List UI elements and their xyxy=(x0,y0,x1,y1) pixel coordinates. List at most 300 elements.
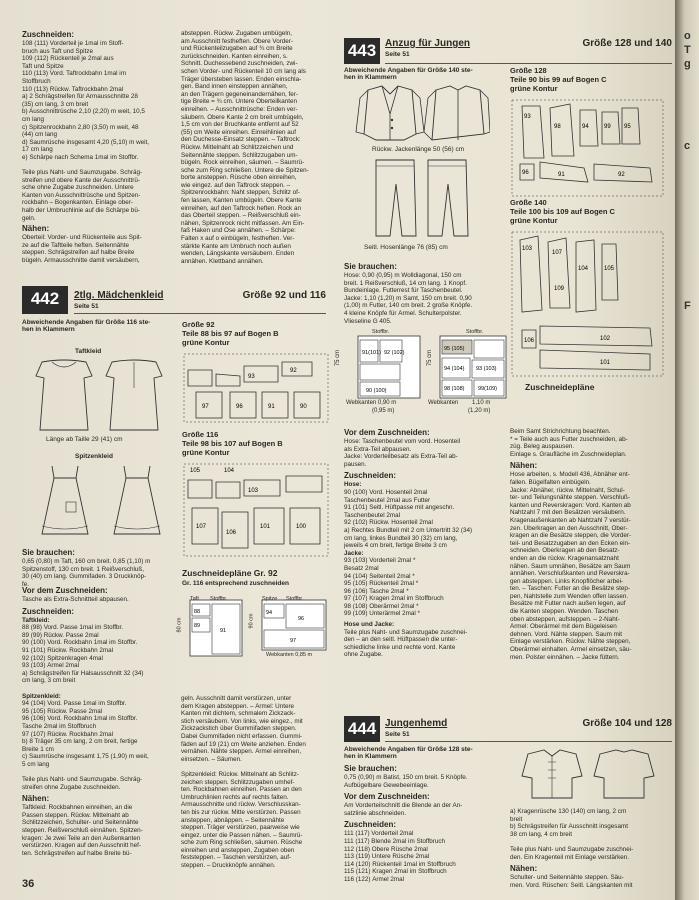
text-line: streifen und obere Kante der Ausschnittrü- xyxy=(22,176,140,184)
subtitle-444: Seite 51 xyxy=(385,731,410,738)
label-g140-contour: grüne Kontur xyxy=(510,216,558,225)
heading-cut: Zuschneiden: xyxy=(344,820,397,830)
text-line: breit. 1 Reißverschluß, 14 cm lang. 1 Knopf. xyxy=(344,279,467,287)
text-line: 17 cm lang xyxy=(22,146,53,154)
size-116-block xyxy=(182,430,283,457)
text-line: 30 (40) cm lang. Gummifaden. 3 Druckknöp- xyxy=(22,573,147,581)
text-line: 96 (106) Tasche 2mal * xyxy=(344,587,409,595)
text-line: geln. xyxy=(22,214,36,222)
title-443: Anzug für Jungen xyxy=(385,38,470,49)
plan-webkanten: Webkanten 0,85 m xyxy=(266,652,313,658)
text-line: bruch aus Taft und Spitze xyxy=(22,47,93,55)
text-line xyxy=(22,162,177,170)
text-line: 88 (98) Vord. Passe 1mal im Stoffbr. xyxy=(22,624,124,632)
svg-text:102: 102 xyxy=(600,336,611,342)
label-spitzenkleid: Spitzenkleid xyxy=(75,453,113,460)
text-line: säubern. Obere Kante 2 cm breit umbügeln, xyxy=(181,113,304,121)
heading-sew: Nähen: xyxy=(510,461,538,471)
text-line xyxy=(22,768,177,776)
text-line: 112 (118) Obere Rüsche 2mal xyxy=(344,845,428,853)
text-line: cm lang, linkes Bundteil 30 (32) cm lang, xyxy=(344,534,458,542)
text-line: zeichen steppen. Schlitzzugaben umhef- xyxy=(181,778,295,786)
text-line: Schlitzzeichen, Schulter- und Seitennähte xyxy=(22,819,139,827)
text-line: 90 (100) Vord. Hosenteil 2mal xyxy=(344,488,428,496)
text-line: Taschenbeutel 2mal aus Futter xyxy=(344,496,431,504)
heading-sew: Nähen: xyxy=(22,794,50,804)
svg-text:90: 90 xyxy=(300,404,307,410)
text-line: 5 cm lang xyxy=(22,760,50,768)
pattern-overview-128 xyxy=(510,98,665,198)
text-line: 96 (106) Vord. Rockbahn 1mal im Stoffbr. xyxy=(22,715,138,723)
text-line: 93 (103) Vorderteil 2mal * xyxy=(344,557,416,565)
text-line: Oberteil: Vorder- und Rückenteile aus Spit- xyxy=(22,234,142,242)
svg-text:93 (103): 93 (103) xyxy=(476,366,497,372)
text-line: breit xyxy=(510,815,523,823)
text-line: Teile plus Naht- und Saumzugabe. Schräg- xyxy=(22,776,143,784)
text-line: fäden auf 19 (21) cm Weite anziehen. Enden xyxy=(181,740,306,748)
text-line: 116 (122) Ärmel 2mal xyxy=(344,875,405,883)
plan1-webkanten-b: (0,95 m) xyxy=(372,408,395,414)
text-line: das Oberteil steppen. – Reißverschluß ein- xyxy=(181,212,301,220)
jacket-length-caption: Rückw. Jackenlänge 50 (56) cm xyxy=(372,146,465,153)
text-line: 90 (100) Vord. Rockbahn 1mal im Stoffbr. xyxy=(22,639,138,647)
svg-text:91: 91 xyxy=(268,404,275,410)
heading-before: Vor dem Zuschneiden: xyxy=(344,792,430,802)
label-g128-contour: grüne Kontur xyxy=(510,84,558,93)
svg-text:91: 91 xyxy=(220,628,227,634)
plan-fold-label: Stoffbr. xyxy=(210,596,228,602)
svg-text:105: 105 xyxy=(604,266,615,272)
text-line: stich versäubern. Von links, wie eingez., mit xyxy=(181,717,303,725)
text-line: Taschenbeutel 2mal xyxy=(344,511,401,519)
text-line: Besätze mit Futter nach außen legen, auf xyxy=(510,600,626,608)
text-line: c) Saumrüsche insgesamt 1,75 (1,90) m weit, xyxy=(22,753,149,761)
pattern-number-443: 443 xyxy=(344,38,380,64)
text-line: stärkte Kante am Umbruch noch außen xyxy=(181,242,291,250)
text-line: steppen. Schrägstreifen auf halbe Breite xyxy=(22,249,135,257)
label-taftkleid: Taftkleid xyxy=(75,348,102,355)
col1-lower-442 xyxy=(22,586,177,857)
heading-needs: Sie brauchen: xyxy=(344,262,397,271)
text-line: ten. – Taschen: Futter an die Besätze step- xyxy=(510,585,630,593)
text-line: Vlieseline G 405. xyxy=(344,317,392,325)
text-line: am Ausschnitt festheften. Obere Vorder- xyxy=(181,37,294,45)
text-line: zurückschneiden. Kanten einreihen, s. xyxy=(181,52,288,60)
text-line: Jacke: Vorderteilbesatz als Extra-Teil ab- xyxy=(344,453,458,461)
label-g140-parts: Teile 100 bis 109 auf Bogen C xyxy=(510,207,615,216)
text-line: 91 (101) Rückw. Rockbahn 2mal xyxy=(22,646,114,654)
svg-text:103: 103 xyxy=(248,488,259,494)
pattern-overview-92 xyxy=(182,352,330,424)
svg-text:101: 101 xyxy=(260,524,271,530)
svg-text:107: 107 xyxy=(552,250,563,256)
text-line: e) Schärpe nach Schema 1mal im Stoffbr. xyxy=(22,153,139,161)
svg-text:95: 95 xyxy=(624,124,631,130)
text-line: ansteppen, abnäppen. – Seitennähte xyxy=(181,816,285,824)
text-line: Hose: xyxy=(344,481,362,489)
svg-text:92: 92 xyxy=(290,368,297,374)
text-line: Träger übersteben lassen. Enden einschla- xyxy=(181,75,302,83)
text-line: Jacke: 1,10 (1,20) m Samt, 150 cm breit. 0,90 xyxy=(344,294,472,302)
text-line: steppen. – Druckknöpfe annähen. xyxy=(181,862,276,870)
text-line: eingez. unter die Passen nähen. – Saumrü- xyxy=(181,831,303,839)
heading-zuschneiden: Zuschneiden: xyxy=(22,30,75,39)
text-line: dehnen. Vord. Nähte steppen. Saum mit xyxy=(510,630,623,638)
col4-text-443 xyxy=(510,428,670,661)
svg-text:95 (105): 95 (105) xyxy=(444,346,465,352)
text-line: Hose arbeiten, s. Modell 436, Abnäher ent- xyxy=(510,471,630,479)
plan-width-90: 90 cm xyxy=(248,613,255,629)
text-line: streifen ohne Zugabe zuschneiden. xyxy=(22,783,121,791)
text-line: satzlinie abschneiden. xyxy=(344,809,406,817)
text-line: schneiden. Oberkragen ab den Besatz- xyxy=(510,547,620,555)
text-line: 91 (101) Seitl. Hüftpasse mit angeschn. xyxy=(344,504,455,512)
svg-text:92 (102): 92 (102) xyxy=(384,350,405,356)
text-line: Nahtzahl 7 mit den Besätzen versäubern. xyxy=(510,509,626,517)
svg-text:99: 99 xyxy=(604,124,611,130)
text-line: 38 cm lang, 4 cm breit xyxy=(510,830,572,838)
text-line: Taftkleid: Rockbahnen einreihen, an die xyxy=(22,804,133,812)
text-line: 92 (102) Rückw. Hosenteil 2mal xyxy=(344,519,433,527)
plan-width-label: 75 cm xyxy=(335,349,342,367)
text-line: kanten und Reverskragen: Vord. Kanten ab xyxy=(510,501,631,509)
text-line: Aufbügelbare Gewebeeinlage. xyxy=(344,781,429,789)
text-line: ten bis zur rückw. Mitte verstürzen. Passen xyxy=(181,808,301,816)
text-line: gen absteppen. Links Knopflöcher arbei- xyxy=(510,577,624,585)
text-line: ten. Schrägstreifen auf halbe Breite bü- xyxy=(22,849,132,857)
text-line: gen. Band innen einsteppen annähen, xyxy=(181,83,288,91)
text-line: 89 (99) Rückw. Passe 2mal xyxy=(22,631,99,639)
text-line: Armausschnitte und rückw. Verschlusskan- xyxy=(181,801,301,809)
text-line: Kanten mit dichtem, schmalem Zickzack- xyxy=(181,710,296,718)
text-line: Dabei Gummifaden nicht erfassen. Gummi- xyxy=(181,732,303,740)
plan2-webkanten: Webkanten xyxy=(428,400,459,406)
heading-hose-jacke: Hose und Jacke: xyxy=(344,621,395,629)
svg-text:94: 94 xyxy=(582,124,589,130)
text-line: vernähen. Nähte steppen. Ärmel einreihen, xyxy=(181,748,302,756)
label-g116-parts: Teile 98 bis 107 auf Bogen B xyxy=(182,439,283,448)
plan2-length-b: (1,20 m) xyxy=(468,408,491,414)
svg-text:99(109): 99(109) xyxy=(478,386,497,392)
pattern-overview-140 xyxy=(510,230,665,378)
text-line: einsetzen. – Säumen. xyxy=(181,755,242,763)
label-g92: Größe 92 xyxy=(182,320,215,329)
text-line: wie eingez. auf den Taftrock steppen. – xyxy=(181,181,291,189)
text-line: 110 (113) Rückw. Taftrockbahn 2mal xyxy=(22,85,124,93)
text-line: * = Teile auch aus Futter zuschneiden, ab- xyxy=(510,435,628,443)
edge-letter: c xyxy=(684,140,691,152)
text-line: cm lang xyxy=(22,115,45,123)
text-line: Teile plus Naht- und Saumzugabe zuschnei- xyxy=(344,628,468,636)
heading-cut: Zuschneiden: xyxy=(22,606,75,616)
text-line: 4 kleine Knöpfe für Ärmel. Schulterpolster. xyxy=(344,309,462,317)
text-line: sche zum Ring schließen, säumen. Rüsche xyxy=(181,839,303,847)
edge-letter: o xyxy=(684,30,691,42)
svg-text:94 (104): 94 (104) xyxy=(444,366,465,372)
svg-text:104: 104 xyxy=(578,266,589,272)
text-line: sche zum Ring schließen. Untere die Spitzen- xyxy=(181,166,309,174)
text-line: Seitennähte steppen. Schlitzzugaben um- xyxy=(181,151,298,159)
text-line xyxy=(181,763,333,771)
text-line: 97 (107) Kragen 2mal im Stoffbruch xyxy=(344,595,444,603)
text-line: kragen an die Besätze steppen, die Vorder- xyxy=(510,532,632,540)
pattern-number-444: 444 xyxy=(344,716,380,742)
text-line: Stoffbruch xyxy=(22,77,51,85)
title-444: Jungenhemd xyxy=(385,718,448,729)
text-line: pen, Nahtstelle zum Wenden offen lassen. xyxy=(510,592,629,600)
text-line: 114 (120) Rückenteil 1mal im Stoffbruch xyxy=(344,860,456,868)
text-line: kragen: Je zwei Teile an den Außenkanten xyxy=(22,834,141,842)
trousers-length-caption: Seitl. Hosenlänge 76 (85) cm xyxy=(364,244,448,251)
size-444: Größe 104 und 128 xyxy=(582,718,672,729)
text-line: a) Schrägstreifen für Halsausschnitt 32 (34) xyxy=(22,669,144,677)
col3-text-444 xyxy=(344,764,504,884)
text-line: Jacke: xyxy=(344,549,364,557)
text-line: einreihen. – Ausschnittrüsche: Enden ver- xyxy=(181,105,298,113)
text-line: 111 (117) Vorderteil 2mal xyxy=(344,830,414,838)
text-line: 1,5 cm von der Bruchkante entfernt auf 52 xyxy=(181,121,299,129)
text-line: 97 (107) Rückw. Rockbahn 2mal xyxy=(22,730,114,738)
text-line: feststeppen. – Taschen verstürzen, auf- xyxy=(181,854,292,862)
text-line: 115 (121) Kragen 2mal im Stoffbruch xyxy=(344,868,447,876)
heading-naehen: Nähen: xyxy=(22,224,50,234)
heading-before: Vor dem Zuschneiden: xyxy=(22,586,108,595)
needs-442 xyxy=(22,548,177,588)
text-line: a) 2 Schrägstreifen für Armausschnitte 28 xyxy=(22,93,138,101)
text-line: den. Ein Kragenteil mit Einlage verstärken. xyxy=(510,853,630,861)
edge-letter: F xyxy=(684,300,691,312)
label-g140: Größe 140 xyxy=(510,198,547,207)
text-line: (55) cm Weite einreihen. Einreihlinien auf xyxy=(181,128,297,136)
text-line: 111 (117) Blende 2mal im Stoffbruch xyxy=(344,837,446,845)
text-line: halb der Umbruchlinie auf die Schärpe bü- xyxy=(22,207,140,215)
svg-text:88: 88 xyxy=(194,609,201,615)
text-line: Tasche 2mal im Stoffbruch xyxy=(22,722,97,730)
text-line: d) Saumrüsche insgesamt 4,20 (5,10) m weit, xyxy=(22,138,150,146)
svg-text:103: 103 xyxy=(522,246,533,252)
svg-text:96: 96 xyxy=(522,170,529,176)
svg-text:98: 98 xyxy=(554,124,561,130)
text-line: steppen. Reißverschluß einnähen. Spitzen- xyxy=(22,827,143,835)
size-442: Größe 92 und 116 xyxy=(242,290,326,301)
text-line: b) 8 Träger 35 cm lang, 2 cm breit, fertige xyxy=(22,738,138,746)
pattern-overview-116 xyxy=(182,462,330,558)
variant-443b: hen in Klammern xyxy=(344,74,397,81)
text-line: Teile plus Naht- und Saumzugabe zuschnei- xyxy=(510,845,634,853)
text-line: b) Ausschnittrüsche 2,10 (2,20) m weit, 10,5 xyxy=(22,108,145,116)
rule xyxy=(385,741,672,742)
text-line: rockbahn – Bogenkanten. Einlage ober- xyxy=(22,199,133,207)
svg-text:96: 96 xyxy=(298,616,305,622)
text-line: Umbruchlinien rechts auf rechts falten. xyxy=(181,793,289,801)
text-line: ten. Rockbahnen einreihen. Passen an den xyxy=(181,786,302,794)
label-plans-443: Zuschneidepläne xyxy=(525,382,595,392)
text-line: Breite 1 cm xyxy=(22,745,54,753)
text-line: pausen. xyxy=(344,460,367,468)
text-line: 94 (104) Vord. Passe 1mal im Stoffbr. xyxy=(22,700,127,708)
rule xyxy=(385,63,672,64)
trousers-sketch xyxy=(372,158,472,238)
text-line xyxy=(22,685,177,693)
svg-text:90 (100): 90 (100) xyxy=(366,388,387,394)
text-line: Bundeinlage. Futterrest für Taschenbeutel. xyxy=(344,287,463,295)
text-line: 99 (109) Unterärmel 2mal * xyxy=(344,610,420,618)
svg-text:106: 106 xyxy=(524,338,535,344)
svg-text:92: 92 xyxy=(618,172,625,178)
text-line: schen Vorder- und Rückenteil 10 cm lang als xyxy=(181,67,306,75)
plan-fold-label-2: Stoffbr. xyxy=(466,329,484,335)
text-line: borte ansteppen. Rüsche oben einreihen, xyxy=(181,174,297,182)
text-line: Jacke: Abnäher, rückw. Mittelnaht, Schul- xyxy=(510,486,625,494)
svg-text:98 (108): 98 (108) xyxy=(444,386,465,392)
text-line: fen lassen, Kanten umbügeln. Obere Kante xyxy=(181,197,302,205)
heading-needs: Sie brauchen: xyxy=(344,764,397,773)
text-line: Schnitt. Duchessebend zuschneiden, zwi- xyxy=(181,60,298,68)
text-line: a) Kragenrüsche 130 (140) cm lang, 2 cm xyxy=(510,808,627,815)
heading-before: Vor dem Zuschneiden: xyxy=(344,428,430,437)
text-line: Kanten von Ausschnittrüsche und Spitzen- xyxy=(22,191,141,199)
edge-letter: T xyxy=(684,44,691,56)
text-line: 109 (112) Rückenteil je 2mal aus xyxy=(22,55,114,63)
text-line: geln. Ausschnitt damit verstürzen, unter xyxy=(181,695,292,702)
size-140-block xyxy=(510,198,660,225)
svg-text:97: 97 xyxy=(202,404,209,410)
svg-text:105: 105 xyxy=(190,468,201,474)
plan-fold-label: Stoffbr. xyxy=(372,329,390,335)
cutting-plan-442 xyxy=(182,592,330,672)
text-line: men. Polster einnähen. – Jacke füttern. xyxy=(510,653,620,661)
text-line: 92 (102) Spitzenkragen 4mal xyxy=(22,654,103,662)
text-line: ter- und Teilungsnähte steppen. Verschluß- xyxy=(510,494,630,502)
text-line: Spitzenrockbahn: Naht steppen, Schlitz of- xyxy=(181,189,301,197)
title-442: 2tlg. Mädchenkleid xyxy=(74,290,164,301)
text-line: 95 (105) Rückw. Passe 2mal xyxy=(22,707,103,715)
size-92-block xyxy=(182,320,279,347)
text-line: enden an die rückw. Kragenansatznaht xyxy=(510,554,619,562)
label-g92-contour: grüne Kontur xyxy=(182,338,230,347)
heading-cut: Zuschneiden: xyxy=(344,471,397,481)
svg-text:96: 96 xyxy=(236,404,243,410)
text-line: ohne Zugabe. xyxy=(344,651,383,659)
text-line: jeweils 4 cm breit, fertige Breite 3 cm xyxy=(344,542,447,550)
text-line: Falten x auf o einbügeln, festheften. Ver- xyxy=(181,235,295,243)
text-line: 98 (108) Oberärmel 2mal * xyxy=(344,602,419,610)
text-line: Beim Samt Strichrichtung beachten. xyxy=(510,428,611,435)
text-line: den – an den seitl. Hüftpassen die unter- xyxy=(344,636,458,644)
text-line: Tasche als Extra-Schnittteil abpausen. xyxy=(22,596,129,603)
text-line: steppen. Träger verstürzen, paarweise wie xyxy=(181,824,300,832)
text-line: Besatz 2mal xyxy=(344,564,379,572)
variant-444b: hen in Klammern xyxy=(344,753,397,760)
text-line: Taft und Spitze xyxy=(22,62,64,70)
svg-text:107: 107 xyxy=(196,524,207,530)
label-plans-442b: Gr. 116 entsprechend zuschneiden xyxy=(182,580,289,587)
text-line: absteppen. Rückw. Zugaben umbügeln, xyxy=(181,30,292,37)
text-line: Rückw. Mittelnaht ab Schlitzzeichen und xyxy=(181,143,294,151)
text-line: die Kanten steppen. Wenden. Taschen xyxy=(510,608,618,616)
svg-text:91: 91 xyxy=(558,172,565,178)
text-line: Hose: 0,90 (0,95) m Wolldiagonal, 150 cm xyxy=(344,272,462,279)
text-line: und Rückenteilzugaben auf ¾ cm Breite xyxy=(181,45,293,53)
text-line: 0,75 (0,90) m Batist, 150 cm breit. 5 Knöpfe. xyxy=(344,774,468,781)
text-line: 0,65 (0,80) m Taft, 160 cm breit. 0,85 (1,10) m xyxy=(22,558,151,565)
text-line: 108 (111) Vorderteil je 1mal im Stoff- xyxy=(22,40,124,47)
svg-text:101: 101 xyxy=(600,360,611,366)
text-line: tige Breite = ¾ cm. Untere Oberteilkanten xyxy=(181,98,298,106)
text-line: den Duchesse-Einsatz steppen. – Taftrock: xyxy=(181,136,301,144)
text-line: teil- und Besatzzugaben an den Ecken ein- xyxy=(510,539,631,547)
variant-442: Abweichende Angaben für Größe 116 ste- xyxy=(22,319,151,326)
svg-text:89: 89 xyxy=(194,623,201,629)
size-443: Größe 128 und 140 xyxy=(582,38,672,49)
svg-text:91(101): 91(101) xyxy=(362,350,381,356)
text-line: (1,00) m Futter, 140 cm breit. 2 große Knöpfe. xyxy=(344,302,473,310)
text-line: als Extra-Teil abpausen. xyxy=(344,445,412,453)
text-line: Passen steppen. Rückw. Mittelnaht ab xyxy=(22,811,129,819)
svg-text:106: 106 xyxy=(226,530,237,536)
svg-text:93: 93 xyxy=(524,114,531,120)
text-line: oben absteppen, aufsteppen. – 2-Naht- xyxy=(510,615,620,623)
needs-443 xyxy=(344,262,504,325)
heading-sew: Nähen: xyxy=(510,864,538,874)
col3-text-443 xyxy=(344,428,504,659)
jacket-sketch xyxy=(350,84,490,144)
text-line: 93 (103) Ärmel 2mal xyxy=(22,662,80,670)
text-line: an den Trägern gegeneinandernähen, fer- xyxy=(181,90,298,98)
text-line: einreihen und ansteppen, Zugaben oben xyxy=(181,846,295,854)
size-128-block xyxy=(510,66,660,93)
plan1-webkanten: Webkanten 0,90 m xyxy=(346,400,397,406)
text-line: wenden, Längskante versäubern. Enden xyxy=(181,250,295,258)
text-line: 110 (113) Vord. Taftrockbahn 1mal im xyxy=(22,70,126,78)
label-g92-parts: Teile 88 bis 97 auf Bogen B xyxy=(182,329,279,338)
subtitle-442: Seite 51 xyxy=(74,303,99,310)
col2-top-text xyxy=(181,30,331,265)
label-plans-442: Zuschneidepläne Gr. 92 xyxy=(182,568,278,578)
text-line: 95 (105) Rückenteil 2mal * xyxy=(344,580,419,588)
text-line: Einlage s. Graufläche im Zuschneideplan. xyxy=(510,450,627,458)
col1-top-text xyxy=(22,30,177,265)
text-line: faß Haken und Öse annähen. – Schärpe: xyxy=(181,227,296,235)
edge-letter: g xyxy=(684,58,691,70)
plan-width-label-2: 75 cm xyxy=(427,349,434,367)
label-g116: Größe 116 xyxy=(182,430,219,439)
text-line: schiedliche linke und rechte vord. Kante xyxy=(344,643,456,651)
text-line: a) Rechtes Bundteil mit 2 cm Untertritt 32 (34) xyxy=(344,526,473,534)
plan2-length: 1,10 m xyxy=(472,400,491,406)
text-line: nähen. Saum umnähen, Besätze am Saum xyxy=(510,562,631,570)
text-line: Ärmel: Oberärmel mit dem Bügeleisen xyxy=(510,623,617,631)
label-g128-parts: Teile 90 bis 99 auf Bogen C xyxy=(510,75,607,84)
text-line: einreihen, auf den Taftrock heften. Rock an xyxy=(181,204,301,212)
plan-fold-label-2: Stoffbr. xyxy=(286,596,304,602)
plan-width-80: 80 cm xyxy=(176,617,183,633)
text-line: züg. Beleg auspausen. xyxy=(510,443,575,451)
text-line: 94 (104) Seitenteil 2mal * xyxy=(344,572,415,580)
text-line: dem Kragen absteppen. – Ärmel: Untere xyxy=(181,702,295,710)
plan-taft-label: Taft xyxy=(190,596,199,602)
shirt-sketch xyxy=(520,746,660,800)
svg-text:93: 93 xyxy=(248,374,255,380)
text-line: Einlage verstärken. Rückw. Nähte steppen, xyxy=(510,638,631,646)
text-line: fe. xyxy=(22,580,30,588)
variant-443: Abweichende Angaben für Größe 140 ste- xyxy=(344,67,473,74)
text-line: Kragenaußenkanten ab Nahtzahl 7 verstür- xyxy=(510,516,631,524)
text-line: Taftkleid: xyxy=(22,616,50,624)
text-line: men. Vord. Rüschen: Seitl. Längskanten mit xyxy=(510,881,633,889)
text-line: bügeln. Rock einreihen, säumen. – Saumrü- xyxy=(181,159,305,167)
text-line: (44) cm lang xyxy=(22,131,57,139)
